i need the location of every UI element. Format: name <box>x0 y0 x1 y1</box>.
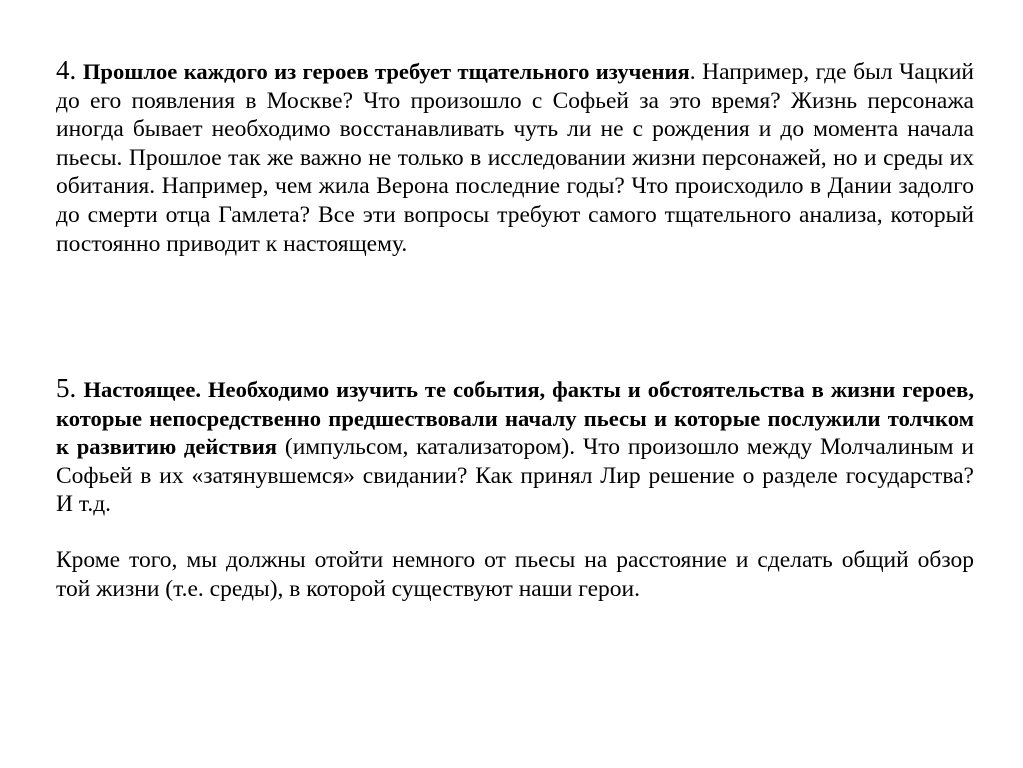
section-4-paragraph <box>56 56 974 258</box>
section-5-heading: Настоящее. Необходимо изучить те события, факты и обстоятельства в жизни героев, которые непосредственно предшествовали началу пьесы и которые послужили толчком к развитию действия <box>56 377 974 460</box>
section-5-body: (импульсом, катализатором). Что произошло между Молчалиным и Софьей в их «затянувшемся» свидании? Как принял Лир решение о разделе государства? И т.д. <box>56 434 974 518</box>
section-4-body: . Например, где был Чацкий до его появления в Москве? Что произошло с Софьей за это время? Жизнь персонажа иногда бывает необходимо восстанавливать чуть ли не с рождения и до момента начала пьесы. Прошлое так же важно не только в исследовании жизни персонажей, но и среды их обитания. Например, чем жила Верона последние годы? Что происходило в Дании задолго до смерти отца Гамлета? Все эти вопросы требуют самого тщательного анализа, который постоянно приводит к настоящему. <box>56 59 974 257</box>
section-5-paragraph <box>56 374 974 519</box>
closing-paragraph: Кроме того, мы должны отойти немного от пьесы на расстояние и сделать общий обзор той жизни (т.е. среды), в которой существуют наши герои. <box>56 547 974 602</box>
section-4-number: 4. <box>56 55 77 85</box>
section-5-number: 5. <box>56 373 77 403</box>
section-4-heading: Прошлое каждого из героев требует тщательного изучения <box>82 59 690 84</box>
